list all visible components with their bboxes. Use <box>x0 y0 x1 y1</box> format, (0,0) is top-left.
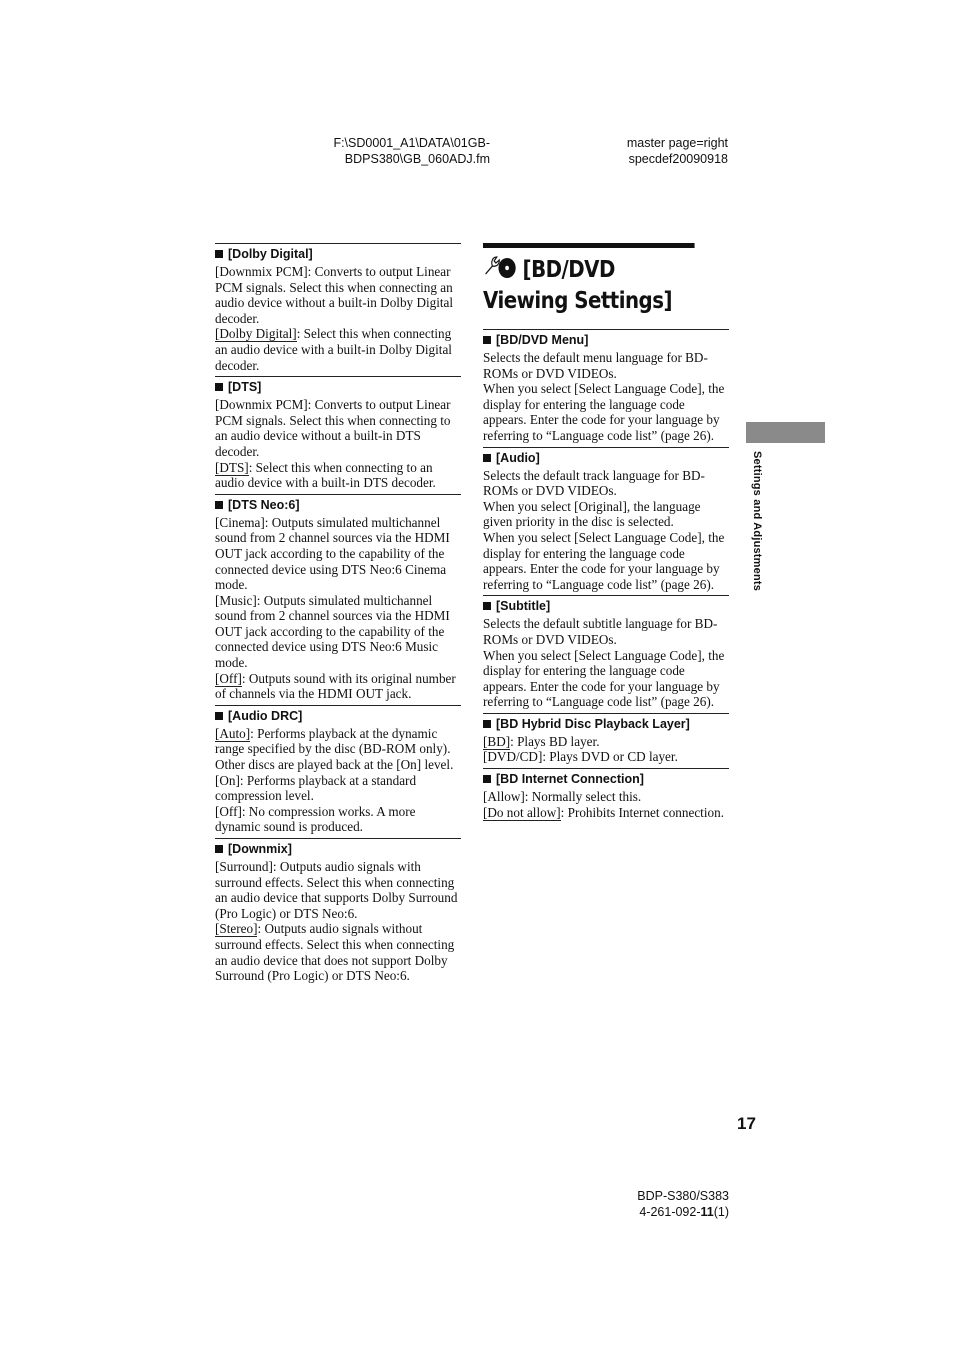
square-bullet-icon <box>215 383 223 391</box>
option-text: Selects the default menu language for BD-ROMs or DVD VIDEOs. <box>483 350 708 381</box>
footer-model: BDP-S380/S383 <box>637 1189 729 1203</box>
option-text: When you select [Select Language Code], the display for entering the language code appears. Enter the code for your language by referring to “Language code list” (page 26). <box>483 381 725 443</box>
option-text: Selects the default subtitle language for BD-ROMs or DVD VIDEOs. <box>483 616 718 647</box>
section-dts-neo6 <box>215 494 461 702</box>
section-title-text: [BD/DVD Menu] <box>496 333 589 347</box>
section-title <box>483 717 729 732</box>
section-title <box>483 599 729 614</box>
section-bd-dvd-menu <box>483 329 729 444</box>
option-text <box>215 726 461 773</box>
section-bd-internet <box>483 768 729 820</box>
default-option-key: [Auto] <box>215 725 251 741</box>
side-tab-label: Settings and Adjustments <box>751 451 763 592</box>
option-text <box>215 326 461 373</box>
option-description: : Performs playback at the dynamic range specified by the disc (BD-ROM only). Other discs are played back at the [On] level. <box>215 725 454 773</box>
square-bullet-icon <box>215 845 223 853</box>
wrench-icon <box>486 257 500 274</box>
option-description: : Select this when connecting to an audio device with a built-in DTS decoder. <box>215 459 436 491</box>
footer-code-bold: 11 <box>700 1205 714 1219</box>
square-bullet-icon <box>483 454 491 462</box>
option-description: : Outputs audio signals without surround effects. Select this when connecting an audio device that does not support Dolby Surround (Pro Logic) or DTS Neo:6. <box>215 921 455 984</box>
option-description: : Outputs sound with its original number of channels via the HDMI OUT jack. <box>215 670 456 702</box>
option-text: [On]: Performs playback at a standard compression level. <box>215 772 417 804</box>
side-tab-bar <box>746 422 825 443</box>
option-text <box>483 734 729 750</box>
option-text <box>215 921 461 983</box>
header-path-line2: BDPS380\GB_060ADJ.fm <box>344 152 490 166</box>
section-dolby-digital <box>215 243 461 373</box>
header-master-page <box>580 135 728 167</box>
option-text <box>215 460 461 491</box>
header-master-line1: master page=right <box>626 136 728 150</box>
section-title-text: [Dolby Digital] <box>228 247 313 261</box>
right-column <box>483 243 729 823</box>
option-description: : Select this when connecting an audio device with a built-in Dolby Digital decoder. <box>215 326 452 373</box>
square-bullet-icon <box>483 336 491 344</box>
heading-icons <box>483 254 519 287</box>
default-option-key: [Off] <box>215 670 242 686</box>
option-text: [Downmix PCM]: Converts to output Linear PCM signals. Select this when connecting to an audio device without a built-in DTS decoder. <box>215 397 451 459</box>
section-heading-text: [BD/DVD Viewing Settings] <box>483 257 672 314</box>
section-title <box>483 333 729 348</box>
section-title <box>483 451 729 466</box>
option-text: [Cinema]: Outputs simulated multichannel sound from 2 channel sources via the HDMI OUT jack according to the capability of the connected device using DTS Neo:6 Cinema mode. <box>215 514 450 593</box>
section-title <box>483 772 729 787</box>
square-bullet-icon <box>483 720 491 728</box>
section-title-text: [BD Internet Connection] <box>496 772 644 787</box>
header-path-line1: F:\SD0001_A1\DATA\01GB- <box>333 136 490 150</box>
section-audio <box>483 447 729 593</box>
option-text: Selects the default track language for BD-ROMs or DVD VIDEOs. <box>483 467 705 499</box>
page-number: 17 <box>737 1114 756 1133</box>
footer-code <box>600 1204 729 1220</box>
section-title-text: [Audio] <box>496 450 540 465</box>
square-bullet-icon <box>215 250 223 258</box>
section-title-text: [Downmix] <box>228 842 292 856</box>
section-title-text: [DTS] <box>228 380 262 395</box>
section-dts <box>215 376 461 491</box>
section-title <box>215 380 461 395</box>
option-text: [Downmix PCM]: Converts to output Linear PCM signals. Select this when connecting an audio device without a built-in Dolby Digital decoder. <box>215 264 454 326</box>
section-title-text: [Audio DRC] <box>228 708 303 723</box>
footer <box>600 1188 729 1220</box>
section-audio-drc <box>215 705 461 835</box>
footer-code-suffix: (1) <box>713 1205 729 1219</box>
option-text: When you select [Original], the language given priority in the disc is selected. <box>483 498 701 530</box>
section-title-text: [BD Hybrid Disc Playback Layer] <box>496 716 690 731</box>
header-file-path <box>300 135 490 167</box>
option-text: [Surround]: Outputs audio signals with surround effects. Select this when connecting an audio device that supports Dolby Surround (Pro Logic) or DTS Neo:6. <box>215 859 458 921</box>
default-option-key: [Stereo] <box>215 921 258 937</box>
section-title <box>215 247 461 262</box>
default-option-key: [BD] <box>483 733 511 749</box>
section-subtitle <box>483 595 729 710</box>
section-title <box>215 842 461 857</box>
default-option-key: [Dolby Digital] <box>215 326 297 342</box>
option-text: When you select [Select Language Code], the display for entering the language code appears. Enter the code for your language by referring to “Language code list” (page 26). <box>483 647 725 710</box>
disc-icon <box>498 258 515 278</box>
option-text: [DVD/CD]: Plays DVD or CD layer. <box>483 749 678 765</box>
option-description: : Prohibits Internet connection. <box>560 804 724 820</box>
section-bd-hybrid <box>483 713 729 765</box>
option-text: [Allow]: Normally select this. <box>483 789 642 805</box>
option-text <box>215 671 461 702</box>
left-column <box>215 243 461 987</box>
header-master-line2: specdef20090918 <box>628 152 728 166</box>
default-option-key: [DTS] <box>215 459 249 475</box>
option-text: [Off]: No compression works. A more dynamic sound is produced. <box>215 803 416 835</box>
option-text <box>483 805 729 821</box>
section-title-text: [DTS Neo:6] <box>228 497 300 512</box>
option-description: : Plays BD layer. <box>510 733 600 749</box>
option-text: [Music]: Outputs simulated multichannel sound from 2 channel sources via the HDMI OUT jack according to the capability of the connected device using DTS Neo:6 Music mode. <box>215 592 450 671</box>
section-title <box>215 498 461 513</box>
square-bullet-icon <box>215 501 223 509</box>
section-heading <box>483 243 695 315</box>
default-option-key: [Do not allow] <box>483 804 561 820</box>
section-title <box>215 709 461 724</box>
square-bullet-icon <box>483 775 491 783</box>
option-text: When you select [Select Language Code], the display for entering the language code appears. Enter the code for your language by referring to “Language code list” (page 26). <box>483 529 725 592</box>
section-title-text: [Subtitle] <box>496 599 551 614</box>
footer-code-prefix: 4-261-092- <box>639 1205 701 1219</box>
square-bullet-icon <box>483 602 491 610</box>
section-downmix <box>215 838 461 984</box>
square-bullet-icon <box>215 712 223 720</box>
